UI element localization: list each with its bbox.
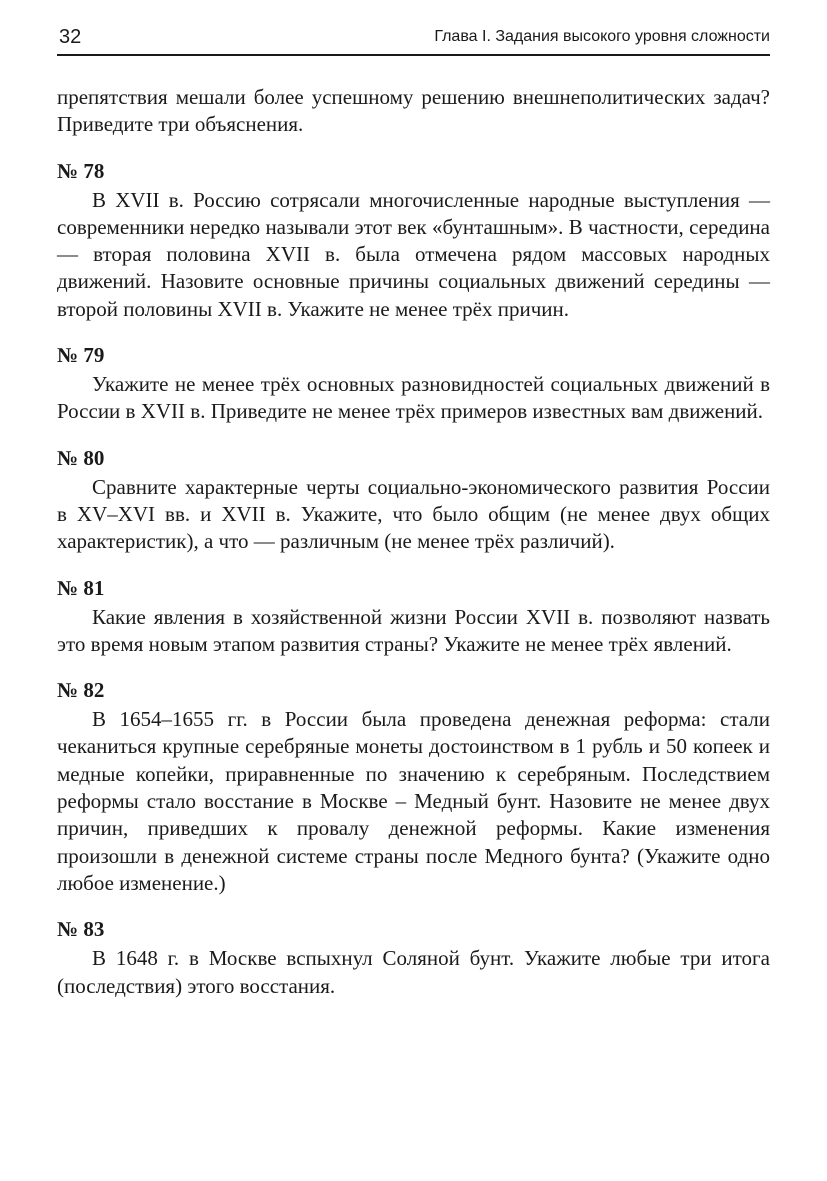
task-text: В 1654–1655 гг. в России была проведена денежная реформа: стали чеканиться крупные серебряные монеты достоинством в 1 рубль и 50 копеек и медные копейки, приравненные по значению к серебряным. Последствием реформы стало восстание в Москве – Медный бунт. Назовите не менее двух причин, приведших к провалу денежной реформы. Какие изменения произошли в денежной системе страны после Медного бунта? (Укажите одно любое изменение.) [57,707,770,895]
task-text: В 1648 г. в Москве вспыхнул Соляной бунт. Укажите любые три итога (последствия) этого восстания. [57,946,770,998]
task-number: № 81 [57,575,105,600]
continued-paragraph: препятствия мешали более успешному решению внешнеполитических задач? Приведите три объяснения. [57,85,770,137]
page-content [57,84,770,1000]
task-text: Сравните характерные черты социально-экономического развития России в XV–XVI вв. и XVII в. Укажите, что было общим (не менее двух общих характеристик), а что — различным (не менее трёх различий). [57,474,770,554]
task-text: Какие явления в хозяйственной жизни России XVII в. позволяют назвать это время новым этапом развития страны? Укажите не менее трёх явлений. [57,604,770,656]
running-title: Глава I. Задания высокого уровня сложности [434,28,770,45]
page-header [57,14,770,56]
task-78 [57,159,770,323]
task-80 [57,446,770,556]
task-number: № 79 [57,343,105,368]
book-page [57,14,770,1000]
task-number: № 83 [57,917,105,942]
task-82 [57,678,770,897]
task-79 [57,343,770,426]
task-text: Укажите не менее трёх основных разновидностей социальных движений в России в XVII в. Приведите не менее трёх примеров известных вам движений. [57,372,770,424]
task-number: № 78 [57,158,105,183]
task-number: № 82 [57,678,105,703]
task-83 [57,917,770,1000]
page-number: 32 [59,26,82,48]
task-text: В XVII в. Россию сотрясали многочисленные народные выступления — современники нередко называли этот век «бунташным». В частности, середина — вторая половина XVII в. была отмечена рядом массовых народных движений. Назовите основные причины социальных движений середины — второй половины XVII в. Укажите не менее трёх причин. [57,187,770,321]
task-number: № 80 [57,445,105,470]
task-81 [57,576,770,659]
